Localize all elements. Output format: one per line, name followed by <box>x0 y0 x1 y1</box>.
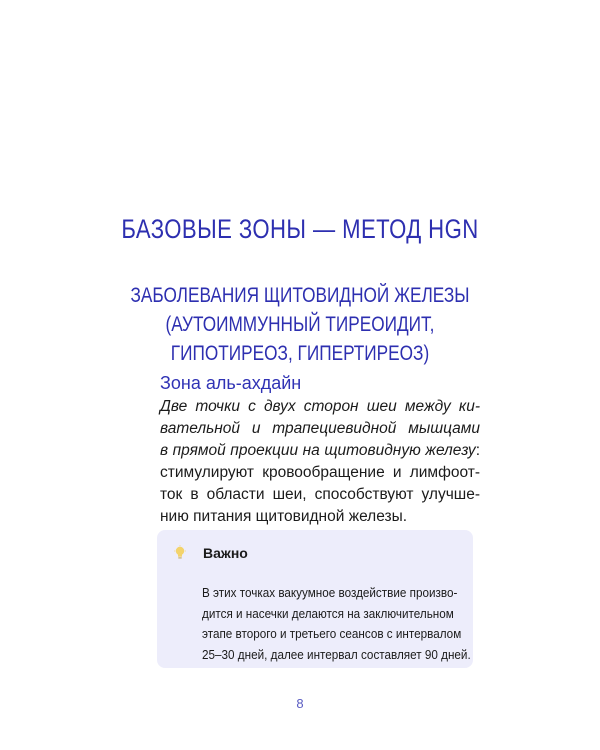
description-line <box>160 462 480 484</box>
description-line <box>160 440 480 462</box>
description-normal: нию питания щитовидной железы. <box>160 508 408 525</box>
description-line <box>160 396 480 418</box>
section-subtitle <box>54 281 546 368</box>
description-italic: Две точки с двух сторон шеи между ки- <box>160 398 480 415</box>
description-normal: : <box>475 442 480 459</box>
note-line: дится и насечки делаются на заключительном <box>202 605 454 621</box>
description-line <box>160 484 480 506</box>
description-line <box>160 506 480 528</box>
note-line: 25–30 дней, далее интервал составляет 90 дней. <box>202 646 471 662</box>
note-text <box>202 583 471 665</box>
description-normal: стимулируют кровообращение и лимфоот- <box>160 464 480 481</box>
description-normal: ток в области шеи, способствуют улучше- <box>160 486 480 503</box>
description-italic: вательной и трапециевидной мышцами <box>160 420 480 437</box>
zone-description <box>160 396 480 528</box>
description-italic: в прямой проекции на щитовидную железу <box>160 442 476 459</box>
note-title: Важно <box>203 545 248 561</box>
zone-heading: Зона аль-ахдайн <box>160 373 302 393</box>
description-line <box>160 418 480 440</box>
note-line: В этих точках вакуумное воздействие произво- <box>202 585 458 600</box>
page-title: БАЗОВЫЕ ЗОНЫ — МЕТОД HGN <box>121 214 479 244</box>
note-line: этапе второго и третьего сеансов с интервалом <box>202 626 462 641</box>
page-number: 8 <box>296 696 304 711</box>
subtitle-line: ЗАБОЛЕВАНИЯ ЩИТОВИДНОЙ ЖЕЛЕЗЫ <box>130 284 470 307</box>
lightbulb-icon <box>173 545 187 561</box>
subtitle-line: ГИПОТИРЕОЗ, ГИПЕРТИРЕОЗ) <box>170 342 430 365</box>
subtitle-line: (АУТОИММУННЫЙ ТИРЕОИДИТ, <box>165 313 435 336</box>
